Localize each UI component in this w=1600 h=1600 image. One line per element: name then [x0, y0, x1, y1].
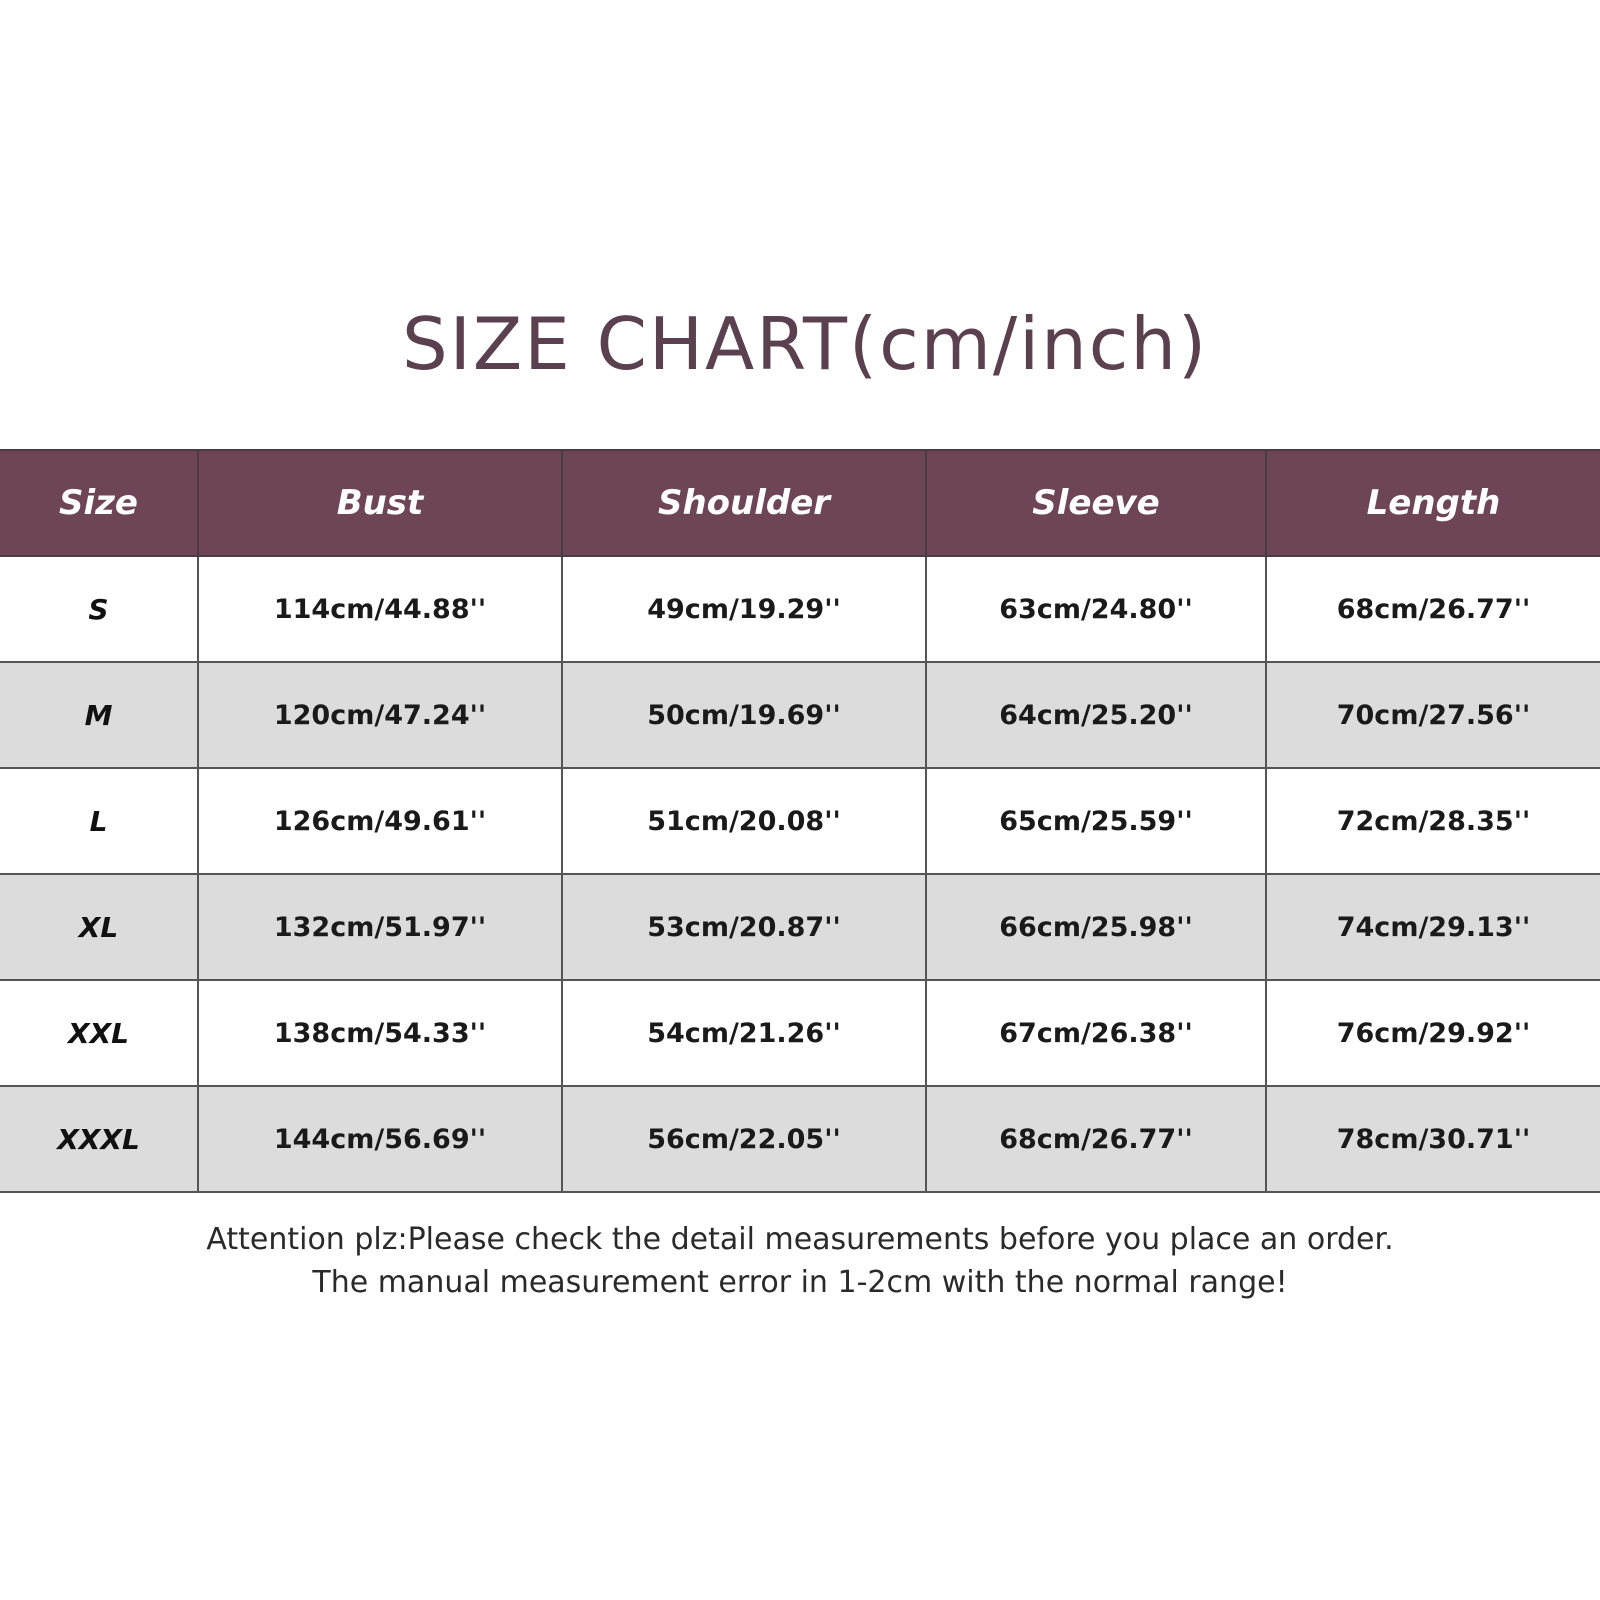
- table-row: [0, 874, 1600, 980]
- cell-shoulder: 50cm/19.69'': [562, 662, 926, 768]
- table-row: [0, 662, 1600, 768]
- cell-size: XXL: [0, 980, 198, 1086]
- cell-shoulder: 49cm/19.29'': [562, 556, 926, 662]
- size-chart-table: [0, 449, 1600, 1193]
- header-row: [0, 450, 1600, 556]
- cell-shoulder: 51cm/20.08'': [562, 768, 926, 874]
- table-row: [0, 556, 1600, 662]
- attention-note-line-1: Attention plz:Please check the detail measurements before you place an order.: [206, 1222, 1394, 1257]
- cell-shoulder: 56cm/22.05'': [562, 1086, 926, 1192]
- cell-bust: 126cm/49.61'': [198, 768, 562, 874]
- header-length: Length: [1266, 450, 1600, 556]
- cell-bust: 132cm/51.97'': [198, 874, 562, 980]
- header-bust: Bust: [198, 450, 562, 556]
- cell-shoulder: 53cm/20.87'': [562, 874, 926, 980]
- cell-length: 78cm/30.71'': [1266, 1086, 1600, 1192]
- chart-title: SIZE CHART(cm/inch): [401, 302, 1209, 386]
- cell-bust: 114cm/44.88'': [198, 556, 562, 662]
- cell-length: 76cm/29.92'': [1266, 980, 1600, 1086]
- cell-bust: 144cm/56.69'': [198, 1086, 562, 1192]
- cell-length: 72cm/28.35'': [1266, 768, 1600, 874]
- header-shoulder: Shoulder: [562, 450, 926, 556]
- table-row: [0, 1086, 1600, 1192]
- cell-sleeve: 63cm/24.80'': [926, 556, 1266, 662]
- cell-bust: 138cm/54.33'': [198, 980, 562, 1086]
- cell-sleeve: 66cm/25.98'': [926, 874, 1266, 980]
- cell-length: 68cm/26.77'': [1266, 556, 1600, 662]
- table-row: [0, 980, 1600, 1086]
- table-header: [0, 450, 1600, 556]
- cell-size: M: [0, 662, 198, 768]
- cell-length: 70cm/27.56'': [1266, 662, 1600, 768]
- cell-sleeve: 67cm/26.38'': [926, 980, 1266, 1086]
- cell-size: L: [0, 768, 198, 874]
- cell-shoulder: 54cm/21.26'': [562, 980, 926, 1086]
- cell-size: XXXL: [0, 1086, 198, 1192]
- header-size: Size: [0, 450, 198, 556]
- cell-sleeve: 68cm/26.77'': [926, 1086, 1266, 1192]
- cell-sleeve: 65cm/25.59'': [926, 768, 1266, 874]
- cell-size: XL: [0, 874, 198, 980]
- table-row: [0, 768, 1600, 874]
- cell-length: 74cm/29.13'': [1266, 874, 1600, 980]
- cell-bust: 120cm/47.24'': [198, 662, 562, 768]
- table-body: [0, 556, 1600, 1192]
- attention-note-line-2: The manual measurement error in 1-2cm with the normal range!: [312, 1265, 1288, 1300]
- cell-sleeve: 64cm/25.20'': [926, 662, 1266, 768]
- attention-notes: [0, 1218, 1600, 1304]
- cell-size: S: [0, 556, 198, 662]
- header-sleeve: Sleeve: [926, 450, 1266, 556]
